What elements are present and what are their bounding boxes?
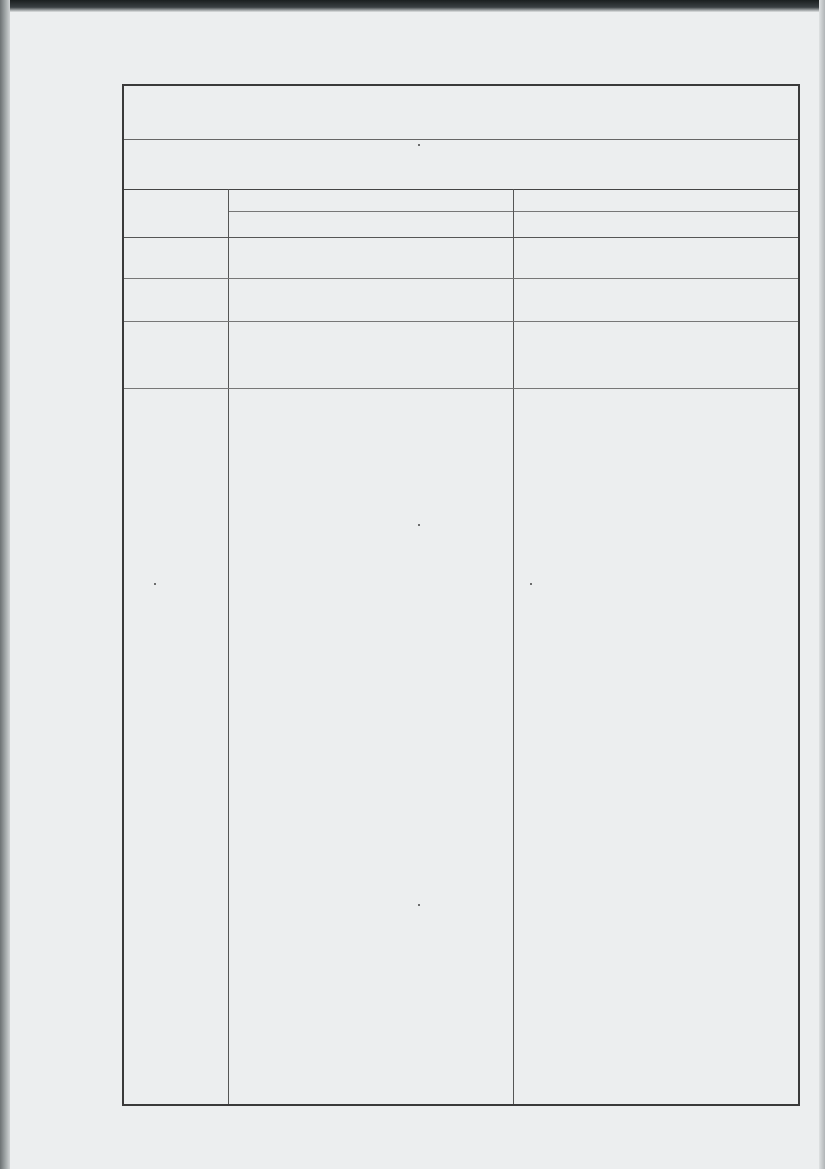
header-completion-content [514, 189, 798, 238]
header-approval-doc-top [229, 189, 513, 212]
scan-edge-top [0, 0, 825, 12]
header-approval-doc-bottom [229, 213, 513, 236]
row3-doc [229, 322, 513, 388]
scanned-page [10, 12, 819, 1169]
row2-doc [229, 279, 513, 321]
header-change-content [514, 213, 798, 236]
row1-item [124, 238, 228, 278]
row2-item [124, 279, 228, 321]
row1-doc [229, 238, 513, 278]
table-row [124, 238, 798, 279]
row3-content [514, 322, 798, 388]
header-change-item [124, 189, 228, 238]
header-completion-number [514, 189, 798, 212]
table-row [124, 322, 798, 389]
row3-item [124, 322, 228, 388]
table-row [124, 279, 798, 322]
scan-edge-right [819, 0, 825, 1169]
page-title [124, 86, 798, 140]
register-table [122, 84, 800, 1106]
scan-edge-left [0, 0, 10, 1169]
row1-content [514, 238, 798, 278]
row2-content [514, 279, 798, 321]
header-approval-doc [229, 189, 513, 238]
table-subtitle [124, 139, 798, 190]
